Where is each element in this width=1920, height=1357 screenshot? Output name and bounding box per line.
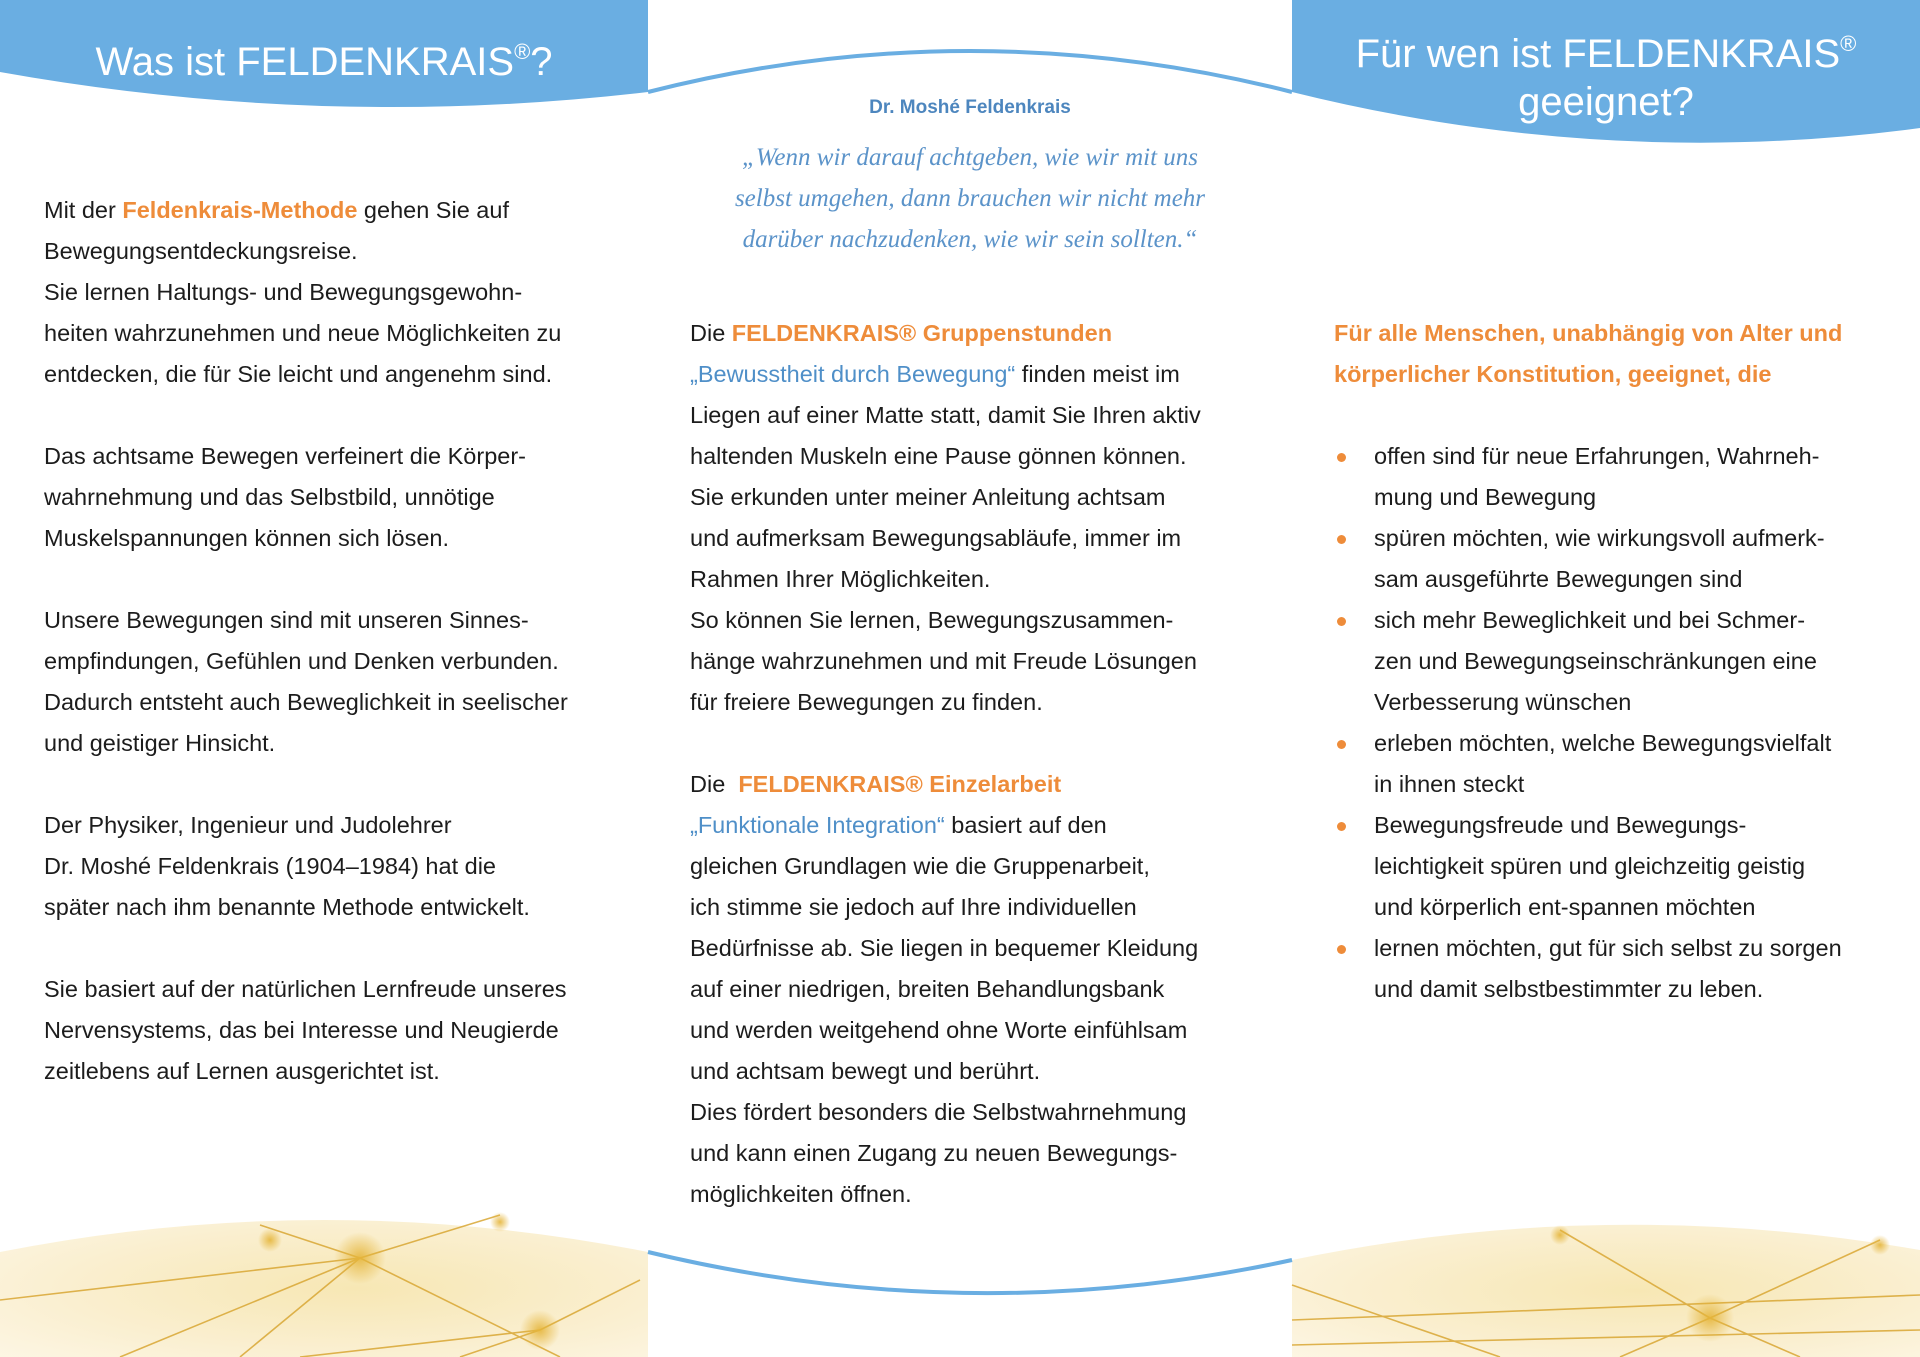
bullet-icon <box>1337 453 1346 462</box>
bullet-icon <box>1337 617 1346 626</box>
middle-column: Die FELDENKRAIS® Gruppenstunden „Bewusstheit durch Bewegung“ finden meist im Liegen auf einer Matte statt, damit Sie Ihren aktiv haltenden Muskeln eine Pause gönnen können. Sie erkunden unter meiner Anleitung achtsam und aufmerksam Bewegungsabläufe, immer im Rahmen Ihrer Möglichkeiten. So können Sie lernen, Bewegungszusammen- hänge wahrzunehmen und mit Freude Lösungen für freiere Bewegungen zu finden. Die FELDENKRAIS® Einzelarbeit „Funktionale Integration“ basiert auf den gleichen Grundlagen wie die Gruppenarbeit, ich stimme sie jedoch auf Ihre individuellen Bedürfnisse ab. Sie liegen in bequemer Kleidung auf einer niedrigen, breiten Behandlungsbank und werden weitgehend ohne Worte einfühlsam und achtsam bewegt und berührt. Dies fördert besonders die Selbstwahrnehmung und kann einen Zugang zu neuen Bewegungs- möglichkeiten öffnen. <box>690 313 1270 1215</box>
quote: „Wenn wir darauf achtgeben, wie wir mit uns selbst umgehen, dann brauchen wir nicht mehr darüber nachzudenken, wie wir sein sollten.“ <box>734 144 1206 253</box>
left-heading: Was ist FELDENKRAIS®? <box>95 39 553 84</box>
bottom-right-dandelion-photo <box>1292 1225 1920 1357</box>
section-title: Die FELDENKRAIS® Einzelarbeit <box>690 771 1062 797</box>
left-column: Mit der Feldenkrais-Methode gehen Sie auf Bewegungsentdeckungsreise. Sie lernen Haltungs- und Bewegungsgewohn- heiten wahrzunehmen und neue Möglichkeiten zu entdecken, die für Sie leicht und angenehm sind. Das achtsame Bewegen verfeinert die Körper- wahrnehmung und das Selbstbild, unnötige Muskelspannungen können sich lösen. Unsere Bewegungen sind mit unseren Sinnes- empfindungen, Gefühlen und Denken verbunden. Dadurch entsteht auch Beweglichkeit in seelischer und geistiger Hinsicht. Der Physiker, Ingenieur und Judolehrer Dr. Moshé Feldenkrais (1904–1984) hat die später nach ihm benannte Methode entwickelt. Sie basiert auf der natürlichen Lernfreude unseres Nervensystems, das bei Interesse und Neugierde zeitlebens auf Lernen ausgerichtet ist. <box>44 190 624 1092</box>
bullet-icon <box>1337 740 1346 749</box>
right-column: Für alle Menschen, unabhängig von Alter und körperlicher Konstitution, geeignet, die offen sind für neue Erfahrungen, Wahrneh- mung und Bewegung spüren möchten, wie wirkungsvoll aufmerk- sam ausgeführte Bewegungen sind sich mehr Beweglichkeit und bei Schmer- zen und Bewegungseinschränkungen eine Verbesserung wünschen erleben möchten, welche Bewegungsvielfalt in ihnen steckt Bewegungsfreude und Bewegungs- leichtigkeit spüren und gleichzeitig geistig und körperlich ent-spannen möchten lernen möchten, gut für sich selbst zu sorgen und damit selbstbestimmter zu leben. <box>1334 313 1904 1010</box>
bullet-icon <box>1337 535 1346 544</box>
bottom-left-dandelion-photo <box>0 1212 648 1357</box>
top-wave-line <box>648 51 1292 92</box>
right-heading: Für wen ist FELDENKRAIS® geeignet? <box>1355 31 1857 124</box>
list-item: spüren möchten, wie wirkungsvoll aufmerk- sam ausgeführte Bewegungen sind <box>1334 518 1904 600</box>
criteria-list <box>1334 436 1904 1010</box>
bullet-icon <box>1337 945 1346 954</box>
intro-text: Für alle Menschen, unabhängig von Alter und <box>1334 320 1843 346</box>
quote-author: Dr. Moshé Feldenkrais <box>869 97 1071 118</box>
paragraph: Mit der Feldenkrais-Methode gehen Sie auf <box>44 197 509 223</box>
list-item: sich mehr Beweglichkeit und bei Schmer- zen und Bewegungseinschränkungen eine Verbesserung wünschen <box>1334 600 1904 723</box>
list-item: erleben möchten, welche Bewegungsvielfalt in ihnen steckt <box>1334 723 1904 805</box>
section-title: Die FELDENKRAIS® Gruppenstunden <box>690 320 1113 346</box>
list-item: offen sind für neue Erfahrungen, Wahrneh- mung und Bewegung <box>1334 436 1904 518</box>
list-item: lernen möchten, gut für sich selbst zu sorgen und damit selbstbestimmter zu leben. <box>1334 928 1904 1010</box>
bottom-wave-line <box>648 1252 1292 1293</box>
list-item: Bewegungsfreude und Bewegungs- leichtigkeit spüren und gleichzeitig geistig und körperlich ent-spannen möchten <box>1334 805 1904 928</box>
bullet-icon <box>1337 822 1346 831</box>
